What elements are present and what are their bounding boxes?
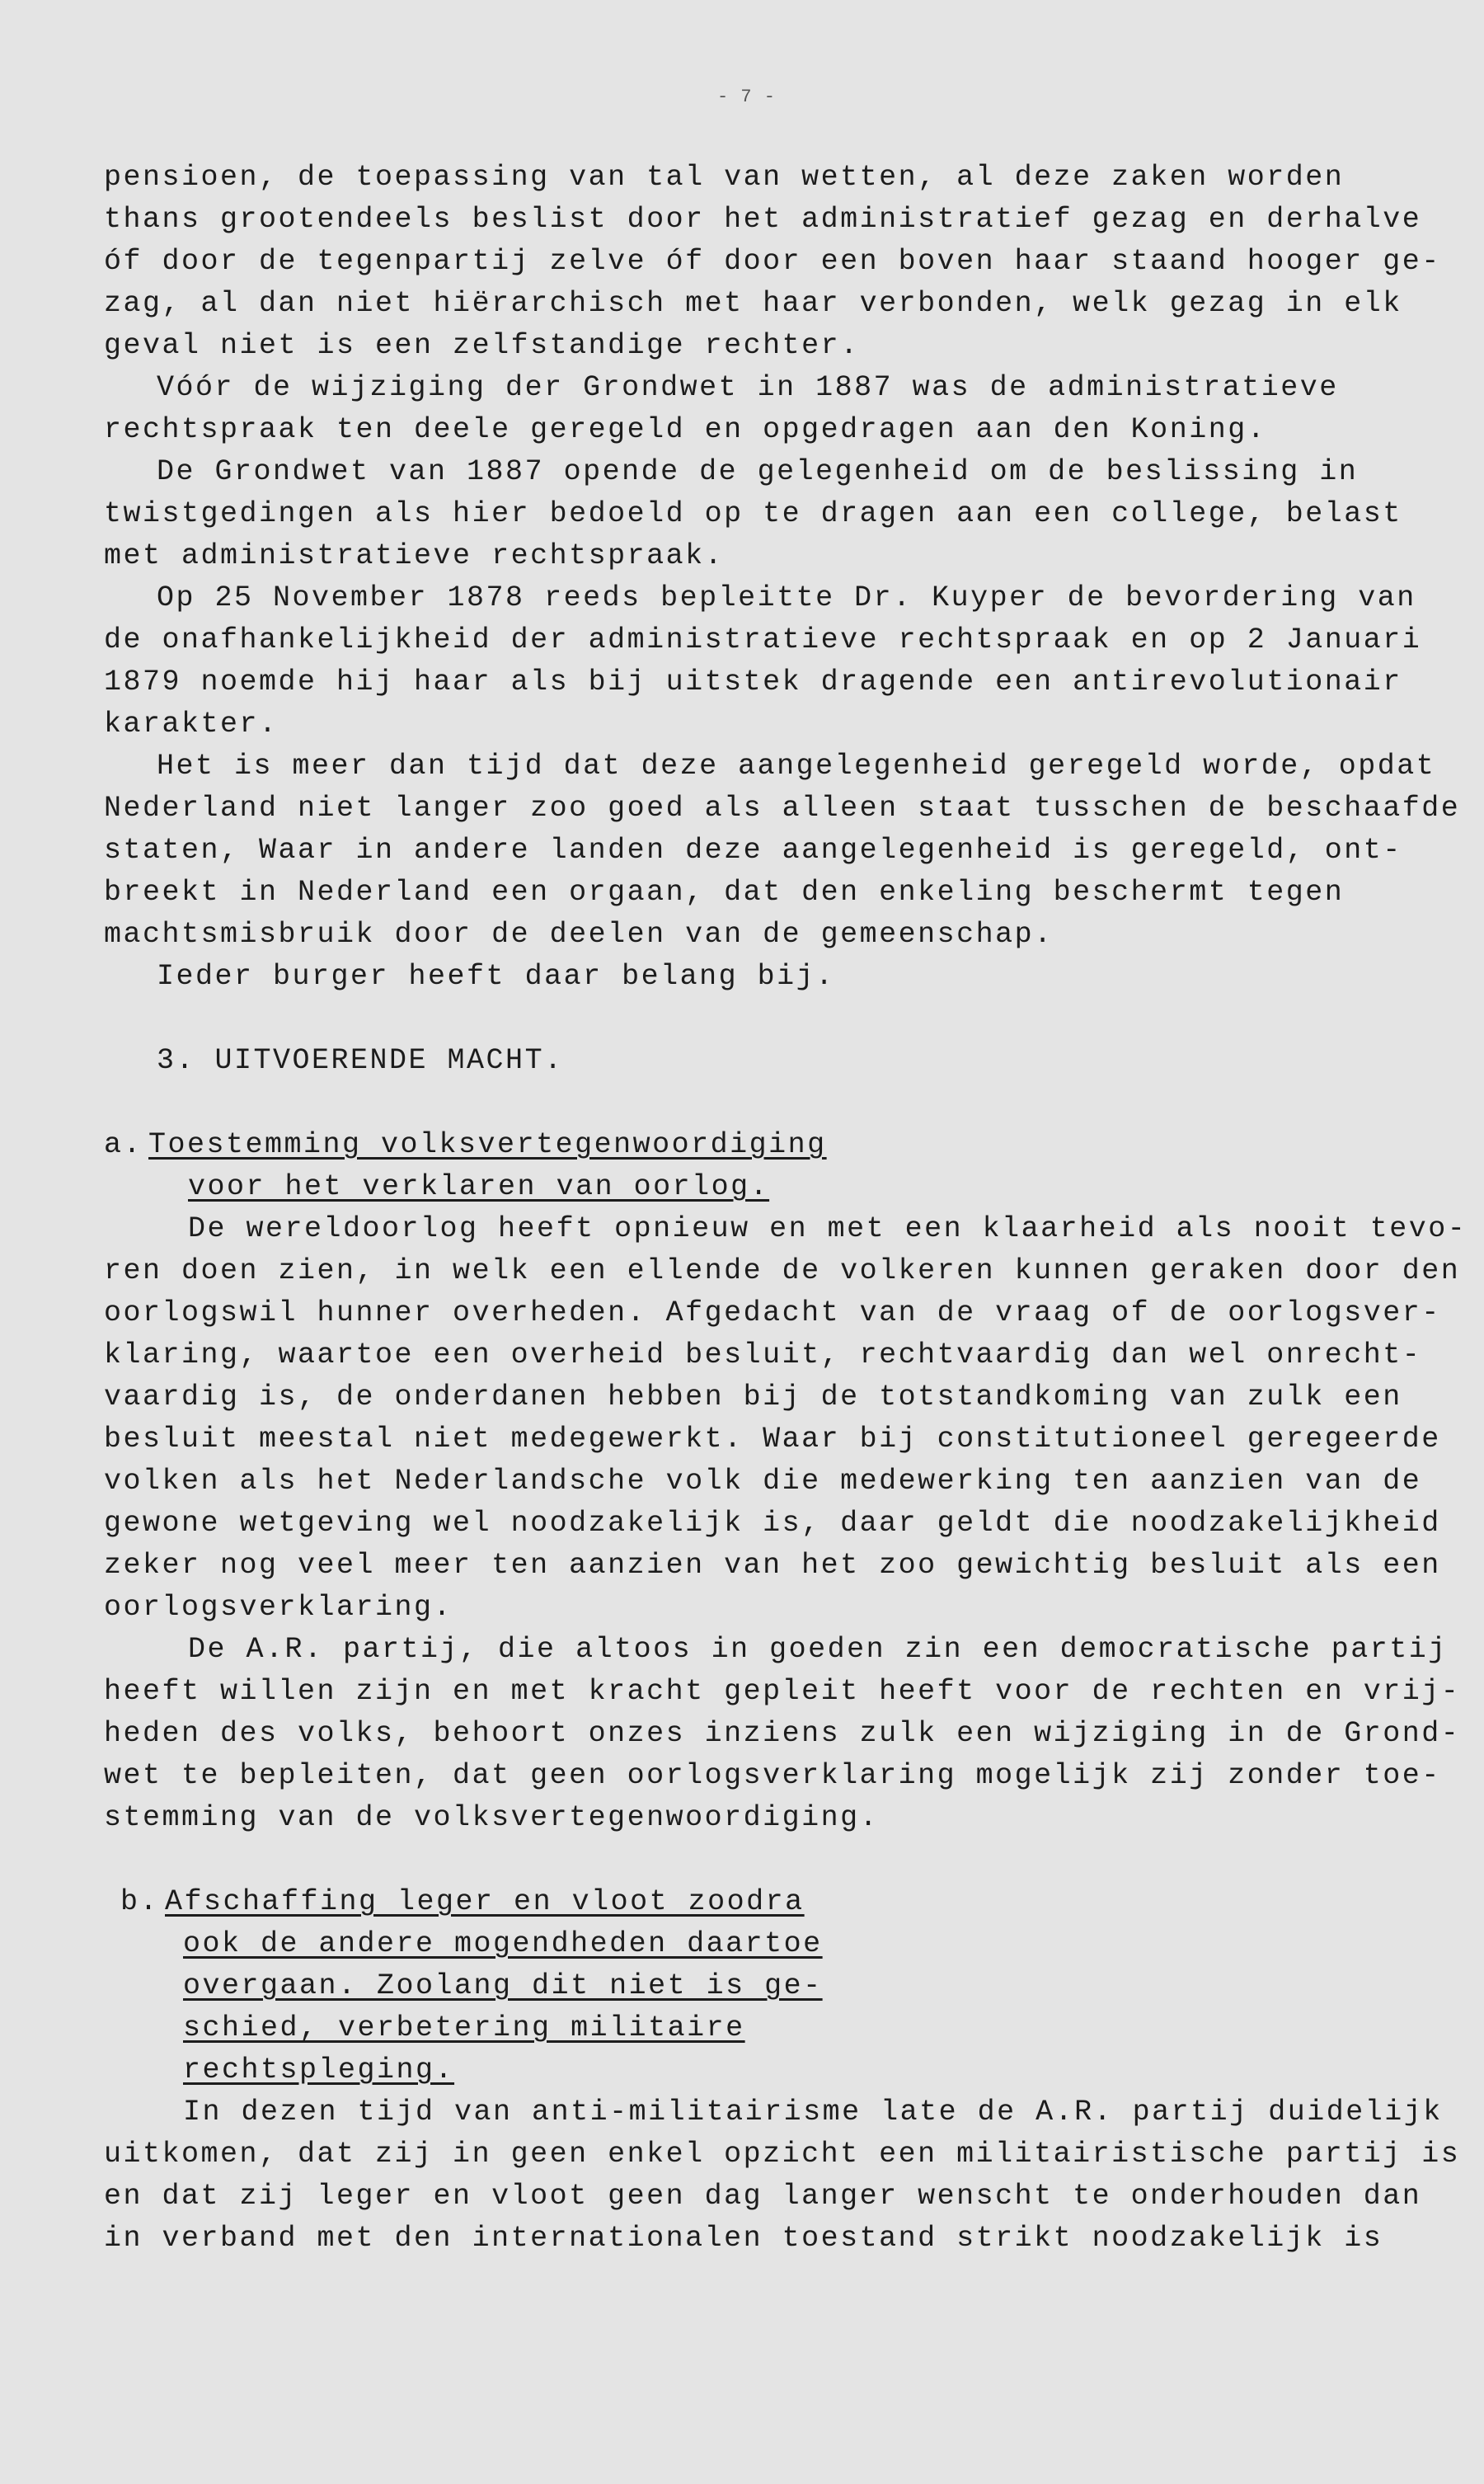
text-line: Ieder burger heeft daar belang bij. <box>157 960 835 993</box>
text-line: De A.R. partij, die altoos in goeden zin een democratische partij <box>188 1633 1448 1666</box>
text-line: uitkomen, dat zij in geen enkel opzicht een militairistische partij is <box>104 2138 1461 2171</box>
text-line: volken als het Nederlandsche volk die medewerking ten aanzien van de <box>104 1465 1422 1498</box>
subsection-marker: b. <box>120 1885 160 1918</box>
text-line: thans grootendeels beslist door het administratief gezag en derhalve <box>104 203 1422 236</box>
page-number: - 7 - <box>717 87 777 107</box>
text-line: karakter. <box>104 708 279 741</box>
text-line: De wereldoorlog heeft opnieuw en met een klaarheid als nooit tevo- <box>188 1212 1468 1245</box>
text-line: zeker nog veel meer ten aanzien van het zoo gewichtig besluit als een <box>104 1549 1441 1582</box>
text-line: met administratieve rechtspraak. <box>104 539 725 572</box>
text-line: vaardig is, de onderdanen hebben bij de totstandkoming van zulk een <box>104 1381 1402 1414</box>
subsection-title-text: voor het verklaren van oorlog. <box>188 1170 770 1203</box>
text-line: zag, al dan niet hiërarchisch met haar verbonden, welk gezag in elk <box>104 287 1402 320</box>
text-line: gewone wetgeving wel noodzakelijk is, daar geldt die noodzakelijkheid <box>104 1507 1441 1540</box>
text-line: oorlogsverklaring. <box>104 1591 453 1624</box>
section-heading: 3. UITVOERENDE MACHT. <box>157 1044 564 1077</box>
text-line: De Grondwet van 1887 opende de gelegenheid om de beslissing in <box>157 455 1359 488</box>
text-line: heeft willen zijn en met kracht gepleit heeft voor de rechten en vrij- <box>104 1675 1461 1708</box>
text-line: in verband met den internationalen toestand strikt noodzakelijk is <box>104 2222 1383 2255</box>
text-line: machtsmisbruik door de deelen van de gemeenschap. <box>104 918 1054 951</box>
text-line: de onafhankelijkheid der administratieve rechtspraak en op 2 Januari <box>104 623 1422 656</box>
text-line: óf door de tegenpartij zelve óf door een boven haar staand hooger ge- <box>104 245 1441 278</box>
text-line: wet te bepleiten, dat geen oorlogsverklaring mogelijk zij zonder toe- <box>104 1759 1441 1792</box>
text-line: heden des volks, behoort onzes inziens zulk een wijziging in de Grond- <box>104 1717 1461 1750</box>
text-line: pensioen, de toepassing van tal van wetten, al deze zaken worden <box>104 161 1345 194</box>
text-line: Vóór de wijziging der Grondwet in 1887 was de administratieve <box>157 371 1339 404</box>
text-line: besluit meestal niet medegewerkt. Waar bij constitutioneel geregeerde <box>104 1423 1441 1456</box>
subsection-a-title <box>104 1124 1423 1166</box>
subsection-title-text: ook de andere mogendheden daartoe <box>183 1927 823 1960</box>
text-line: In dezen tijd van anti-militairisme late de A.R. partij duidelijk <box>183 2096 1443 2129</box>
text-line: oorlogswil hunner overheden. Afgedacht van de vraag of de oorlogsver- <box>104 1296 1441 1329</box>
subsection-title-text: Toestemming volksvertegenwoordiging <box>148 1128 827 1161</box>
subsection-b-title-cont <box>183 2007 1423 2049</box>
text-line: Nederland niet langer zoo goed als alleen staat tusschen de beschaafde <box>104 792 1461 825</box>
text-line: en dat zij leger en vloot geen dag langer wenscht te onderhouden dan <box>104 2180 1422 2213</box>
text-line: 1879 noemde hij haar als bij uitstek dragende een antirevolutionair <box>104 666 1402 699</box>
text-line: ren doen zien, in welk een ellende de volkeren kunnen geraken door den <box>104 1254 1461 1287</box>
text-line: stemming van de volksvertegenwoordiging. <box>104 1801 880 1834</box>
text-line: rechtspraak ten deele geregeld en opgedragen aan den Koning. <box>104 413 1267 446</box>
text-line: twistgedingen als hier bedoeld op te dragen aan een college, belast <box>104 497 1402 530</box>
text-line: staten, Waar in andere landen deze aangelegenheid is geregeld, ont- <box>104 834 1402 867</box>
subsection-marker: a. <box>104 1128 143 1161</box>
subsection-title-text: rechtspleging. <box>183 2054 455 2086</box>
subsection-title-text: overgaan. Zoolang dit niet is ge- <box>183 1969 823 2002</box>
subsection-b-title-cont <box>183 2049 1423 2091</box>
document-body <box>104 157 1468 2260</box>
text-line: Op 25 November 1878 reeds bepleitte Dr. Kuyper de bevordering van <box>157 581 1416 614</box>
subsection-a-title-cont <box>188 1166 1423 1208</box>
text-line: geval niet is een zelfstandige rechter. <box>104 329 860 362</box>
text-line: klaring, waartoe een overheid besluit, rechtvaardig dan wel onrecht- <box>104 1338 1422 1371</box>
subsection-b-title-cont <box>183 1965 1423 2007</box>
text-line: breekt in Nederland een orgaan, dat den enkeling beschermt tegen <box>104 876 1345 909</box>
subsection-b-title-cont <box>183 1923 1423 1965</box>
text-line: Het is meer dan tijd dat deze aangelegenheid geregeld worde, opdat <box>157 750 1436 783</box>
subsection-title-text: schied, verbetering militaire <box>183 2011 745 2044</box>
subsection-title-text: Afschaffing leger en vloot zoodra <box>165 1885 805 1918</box>
subsection-b-title <box>120 1881 1423 1923</box>
